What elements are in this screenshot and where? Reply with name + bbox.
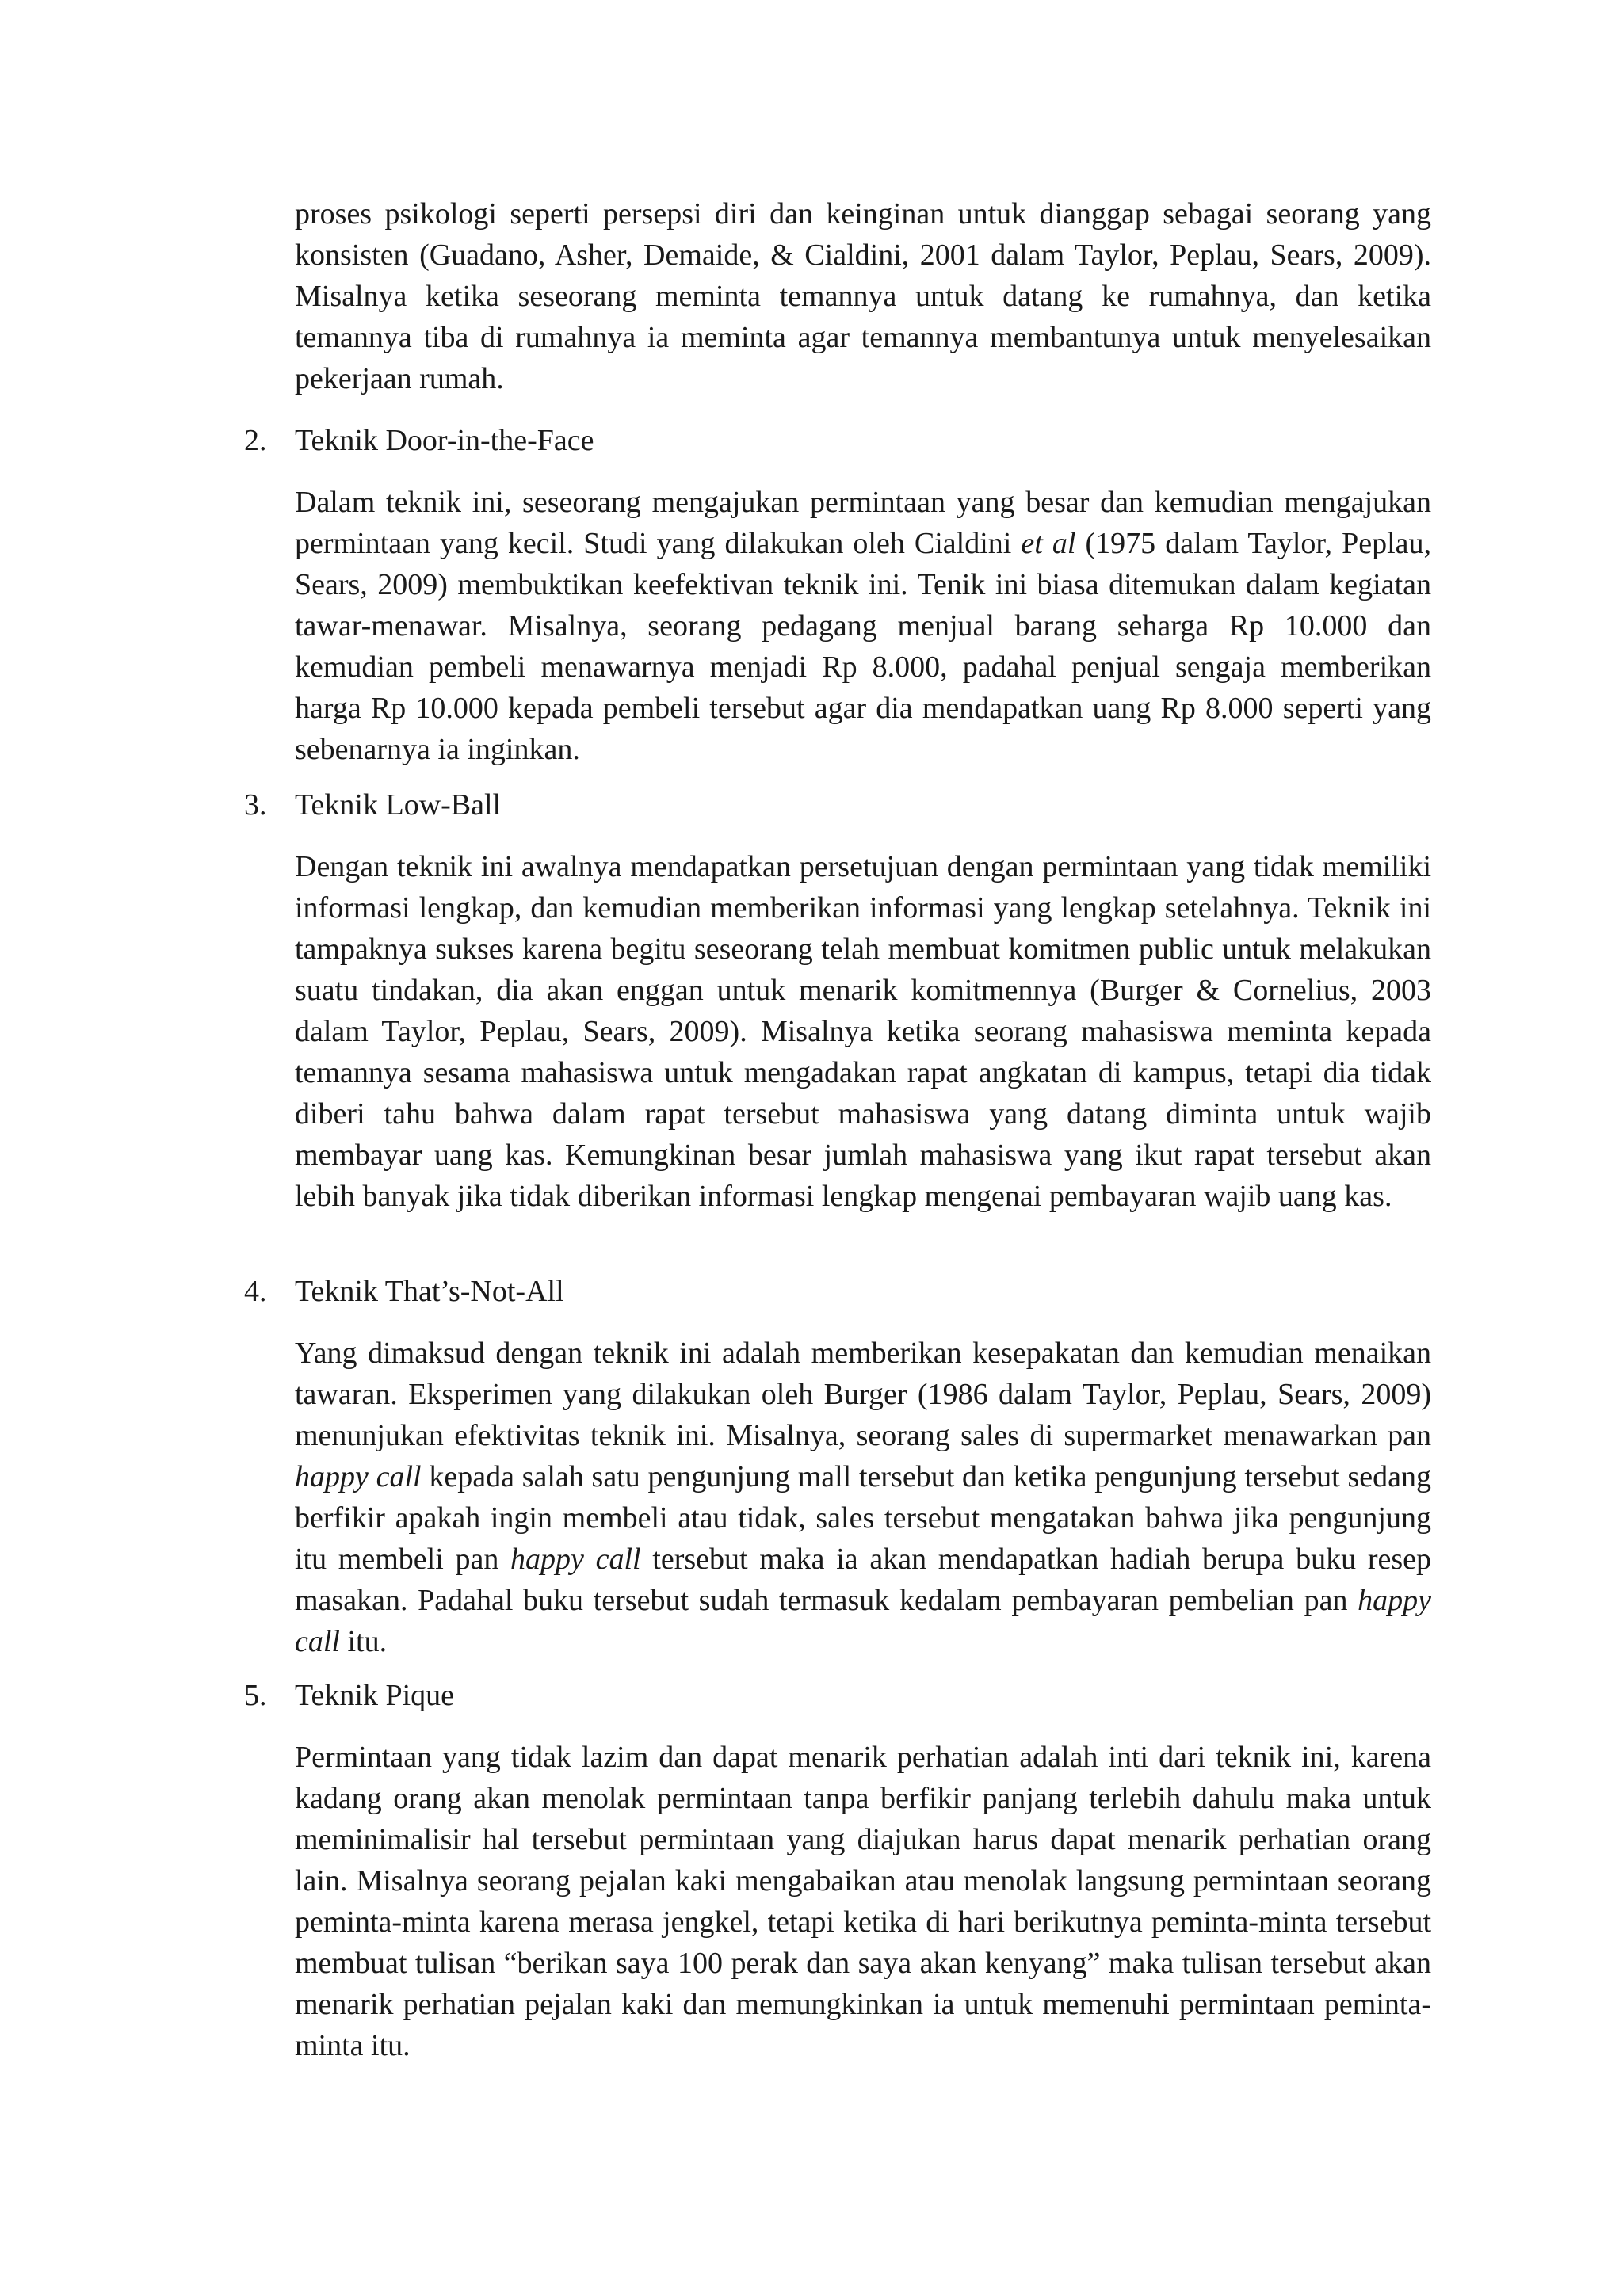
text-run: itu. xyxy=(339,1625,388,1658)
italic-run: happy call xyxy=(295,1460,422,1493)
section-paragraph-low-ball: Dengan teknik ini awalnya mendapatkan persetujuan dengan permintaan yang tidak memiliki informasi lengkap, dan kemudian memberikan informasi yang lengkap setelahnya. Teknik ini tampaknya sukses karena begitu seseorang telah membuat komitmen public untuk melakukan suatu tindakan, dia akan enggan untuk menarik komitmennya (Burger & Cornelius, 2003 dalam Taylor, Peplau, Sears, 2009). Misalnya ketika seorang mahasiswa meminta kepada temannya sesama mahasiswa untuk mengadakan rapat angkatan di kampus, tetapi dia tidak diberi tahu bahwa dalam rapat tersebut mahasiswa yang datang diminta untuk wajib membayar uang kas. Kemungkinan besar jumlah mahasiswa yang ikut rapat tersebut akan lebih banyak jika tidak diberikan informasi lengkap mengenai pembayaran wajib uang kas. xyxy=(295,850,1431,1213)
section-title: Teknik Low-Ball xyxy=(295,788,502,822)
section-number: 3. xyxy=(244,788,267,822)
section-number: 2. xyxy=(244,424,267,457)
text-run: kepada salah satu pengunjung mall tersebut dan ketika pengunjung tersebut sedang berfikir apakah ingin membeli atau tidak, sales tersebut mengatakan bahwa jika pengunjung itu membeli pan xyxy=(295,1460,1431,1576)
section-title: Teknik Pique xyxy=(295,1679,455,1712)
italic-run: et al xyxy=(1021,527,1076,560)
text-run: Dalam teknik ini, seseorang mengajukan permintaan yang besar dan kemudian mengajukan permintaan yang kecil. Studi yang dilakukan oleh Cialdini xyxy=(295,486,1431,560)
section-heading-low-ball xyxy=(244,784,501,826)
intro-paragraph: proses psikologi seperti persepsi diri dan keinginan untuk dianggap sebagai seorang yang konsisten (Guadano, Asher, Demaide, & Cialdini, 2001 dalam Taylor, Peplau, Sears, 2009). Misalnya ketika seseorang meminta temannya untuk datang ke rumahnya, dan ketika temannya tiba di rumahnya ia meminta agar temannya membantunya untuk menyelesaikan pekerjaan rumah. xyxy=(295,197,1431,395)
section-heading-door-in-the-face xyxy=(244,420,594,461)
text-run: Yang dimaksud dengan teknik ini adalah memberikan kesepakatan dan kemudian menaikan tawaran. Eksperimen yang dilakukan oleh Burger (1986 dalam Taylor, Peplau, Sears, 2009) menunjukan efektivitas teknik ini. Misalnya, seorang sales di supermarket menawarkan pan xyxy=(295,1337,1431,1452)
section-heading-pique xyxy=(244,1675,454,1716)
italic-run: happy call xyxy=(295,1584,1431,1658)
text-run: tersebut maka ia akan mendapatkan hadiah berupa buku resep masakan. Padahal buku tersebut sudah termasuk kedalam pembayaran pembelian pan xyxy=(295,1543,1431,1617)
italic-run: happy call xyxy=(510,1543,641,1576)
section-number: 4. xyxy=(244,1275,267,1308)
section-number: 5. xyxy=(244,1679,267,1712)
section-title: Teknik That’s-Not-All xyxy=(295,1275,564,1308)
section-paragraph-thats-not-all xyxy=(295,1333,1431,1662)
section-paragraph-door-in-the-face xyxy=(295,482,1431,770)
section-heading-thats-not-all xyxy=(244,1271,564,1312)
section-paragraph-pique: Permintaan yang tidak lazim dan dapat menarik perhatian adalah inti dari teknik ini, karena kadang orang akan menolak permintaan tanpa berfikir panjang terlebih dahulu maka untuk meminimalisir hal tersebut permintaan yang diajukan harus dapat menarik perhatian orang lain. Misalnya seorang pejalan kaki mengabaikan atau menolak langsung permintaan seorang peminta-minta karena merasa jengkel, tetapi ketika di hari berikutnya peminta-minta tersebut membuat tulisan “berikan saya 100 perak dan saya akan kenyang” maka tulisan tersebut akan menarik perhatian pejalan kaki dan memungkinkan ia untuk memenuhi permintaan peminta-minta itu. xyxy=(295,1741,1431,2062)
section-title: Teknik Door-in-the-Face xyxy=(295,424,594,457)
text-run: (1975 dalam Taylor, Peplau, Sears, 2009) membuktikan keefektivan teknik ini. Tenik ini biasa ditemukan dalam kegiatan tawar-menawar. Misalnya, seorang pedagang menjual barang seharga Rp 10.000 dan kemudian pembeli menawarnya menjadi Rp 8.000, padahal penjual sengaja memberikan harga Rp 10.000 kepada pembeli tersebut agar dia mendapatkan uang Rp 8.000 seperti yang sebenarnya ia inginkan. xyxy=(295,527,1432,766)
